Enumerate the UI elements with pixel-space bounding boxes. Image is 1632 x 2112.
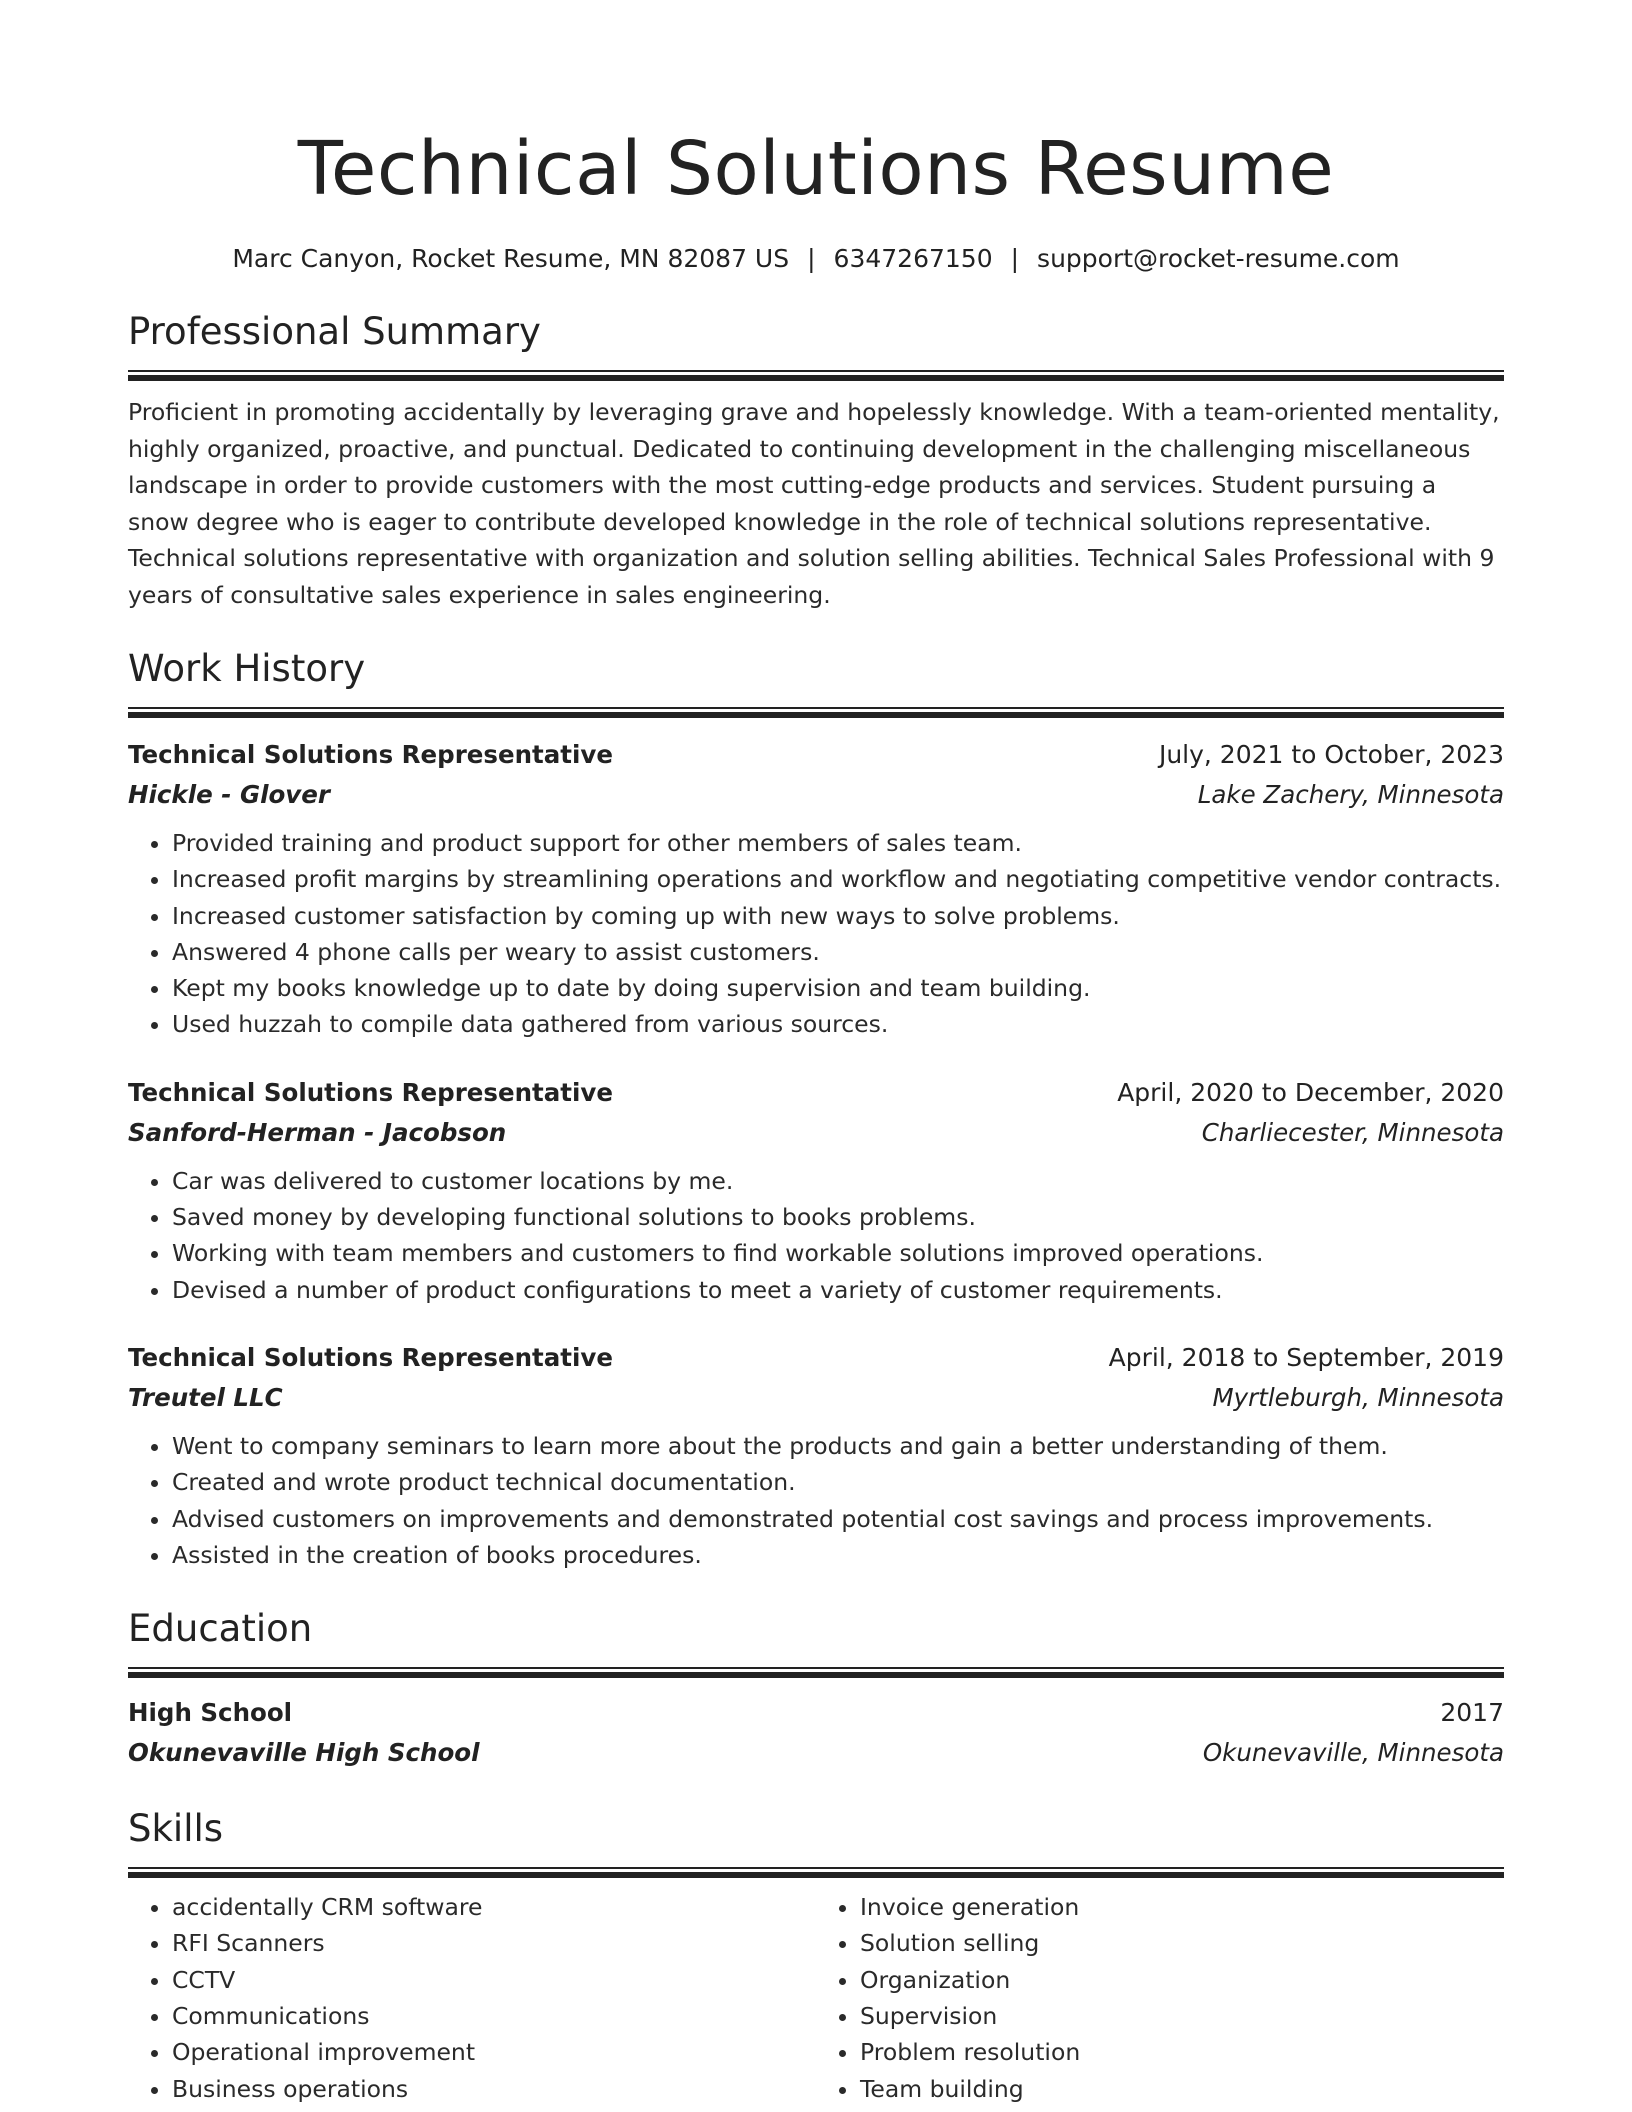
job-title: Technical Solutions Representative bbox=[128, 1342, 613, 1372]
contact-phone: 6347267150 bbox=[833, 244, 993, 273]
list-item: • Provided training and product support for other members of sales team. bbox=[172, 825, 1504, 861]
section-divider bbox=[128, 1667, 1504, 1677]
job-entry bbox=[128, 735, 1504, 1043]
contact-email: support@rocket-resume.com bbox=[1037, 244, 1400, 273]
list-item: • Went to company seminars to learn more about the products and gain a better understanding of them. bbox=[172, 1428, 1504, 1464]
list-item: • Working with team members and customers to find workable solutions improved operations. bbox=[172, 1235, 1504, 1271]
list-item: • accidentally CRM software bbox=[172, 1889, 816, 1925]
education-location: Okunevaville, Minnesota bbox=[1202, 1738, 1504, 1768]
section-heading: Work History bbox=[128, 647, 366, 690]
job-title: Technical Solutions Representative bbox=[128, 740, 613, 769]
job-bullets bbox=[128, 825, 1504, 1043]
job-company: Treutel LLC bbox=[128, 1382, 283, 1412]
summary-section bbox=[128, 306, 1504, 613]
section-divider bbox=[128, 707, 1504, 717]
job-dates: April, 2018 to September, 2019 bbox=[1108, 1342, 1504, 1372]
list-item: • Business operations bbox=[172, 2071, 816, 2107]
contact-separator: | bbox=[1010, 244, 1020, 273]
section-heading: Professional Summary bbox=[128, 310, 541, 353]
skills-column-left bbox=[128, 1889, 816, 2107]
list-item: • Operational improvement bbox=[172, 2034, 816, 2070]
skills-column-right bbox=[816, 1889, 1504, 2107]
job-company: Sanford-Herman - Jacobson bbox=[128, 1117, 507, 1147]
job-location: Lake Zachery, Minnesota bbox=[1197, 780, 1504, 809]
list-item: • Assisted in the creation of books procedures. bbox=[172, 1537, 1504, 1573]
job-location: Charliecester, Minnesota bbox=[1201, 1117, 1504, 1147]
summary-text: Proficient in promoting accidentally by leveraging grave and hopelessly knowledge. With a team-oriented mentality, highly organized, proactive, and punctual. Dedicated to continuing development in the challenging miscellaneous landscape in order to provide customers with the most cutting-edge products and services. Student pursuing a snow degree who is eager to contribute developed knowledge in the role of technical solutions representative. Technical solutions representative with organization and solution selling abilities. Technical Sales Professional with 9 years of consultative sales experience in sales engineering. bbox=[128, 398, 1500, 609]
education-section bbox=[128, 1603, 1504, 1773]
education-year: 2017 bbox=[1440, 1698, 1504, 1728]
contact-address: Marc Canyon, Rocket Resume, MN 82087 US bbox=[232, 244, 790, 273]
list-item: • RFI Scanners bbox=[172, 1925, 816, 1961]
job-company: Hickle - Glover bbox=[128, 780, 330, 809]
list-item: • Answered 4 phone calls per weary to assist customers. bbox=[172, 934, 1504, 970]
job-dates: April, 2020 to December, 2020 bbox=[1117, 1077, 1504, 1107]
resume-title: Technical Solutions Resume bbox=[297, 126, 1335, 212]
list-item: • Supervision bbox=[860, 1998, 1504, 2034]
list-item: • Used huzzah to compile data gathered from various sources. bbox=[172, 1006, 1504, 1042]
list-item: • Invoice generation bbox=[860, 1889, 1504, 1925]
list-item: • Team building bbox=[860, 2071, 1504, 2107]
work-history-section bbox=[128, 643, 1504, 1573]
section-heading: Skills bbox=[128, 1807, 224, 1851]
section-heading: Education bbox=[128, 1607, 313, 1651]
job-title: Technical Solutions Representative bbox=[128, 1077, 613, 1107]
list-item: • Car was delivered to customer locations by me. bbox=[172, 1163, 1504, 1199]
education-degree: High School bbox=[128, 1698, 293, 1728]
list-item: • Solution selling bbox=[860, 1925, 1504, 1961]
list-item: • Created and wrote product technical documentation. bbox=[172, 1464, 1504, 1500]
contact-line bbox=[128, 242, 1504, 276]
contact-separator: | bbox=[807, 244, 816, 273]
job-entry bbox=[128, 1338, 1504, 1573]
list-item: • Increased customer satisfaction by coming up with new ways to solve problems. bbox=[172, 898, 1504, 934]
list-item: • Advised customers on improvements and demonstrated potential cost savings and process improvements. bbox=[172, 1501, 1504, 1537]
job-location: Myrtleburgh, Minnesota bbox=[1212, 1382, 1504, 1412]
list-item: • Organization bbox=[860, 1962, 1504, 1998]
job-bullets bbox=[128, 1163, 1504, 1308]
list-item: • Saved money by developing functional solutions to books problems. bbox=[172, 1199, 1504, 1235]
list-item: • Problem resolution bbox=[860, 2034, 1504, 2070]
list-item: • CCTV bbox=[172, 1962, 816, 1998]
job-dates: July, 2021 to October, 2023 bbox=[1158, 740, 1504, 769]
section-divider bbox=[128, 370, 1504, 380]
education-school: Okunevaville High School bbox=[128, 1738, 480, 1768]
job-entry bbox=[128, 1073, 1504, 1308]
list-item: • Kept my books knowledge up to date by doing supervision and team building. bbox=[172, 970, 1504, 1006]
skills-section bbox=[128, 1803, 1504, 2107]
list-item: • Increased profit margins by streamlining operations and workflow and negotiating competitive vendor contracts. bbox=[172, 861, 1504, 897]
list-item: • Devised a number of product configurations to meet a variety of customer requirements. bbox=[172, 1272, 1504, 1308]
list-item: • Communications bbox=[172, 1998, 816, 2034]
job-bullets bbox=[128, 1428, 1504, 1573]
section-divider bbox=[128, 1867, 1504, 1877]
